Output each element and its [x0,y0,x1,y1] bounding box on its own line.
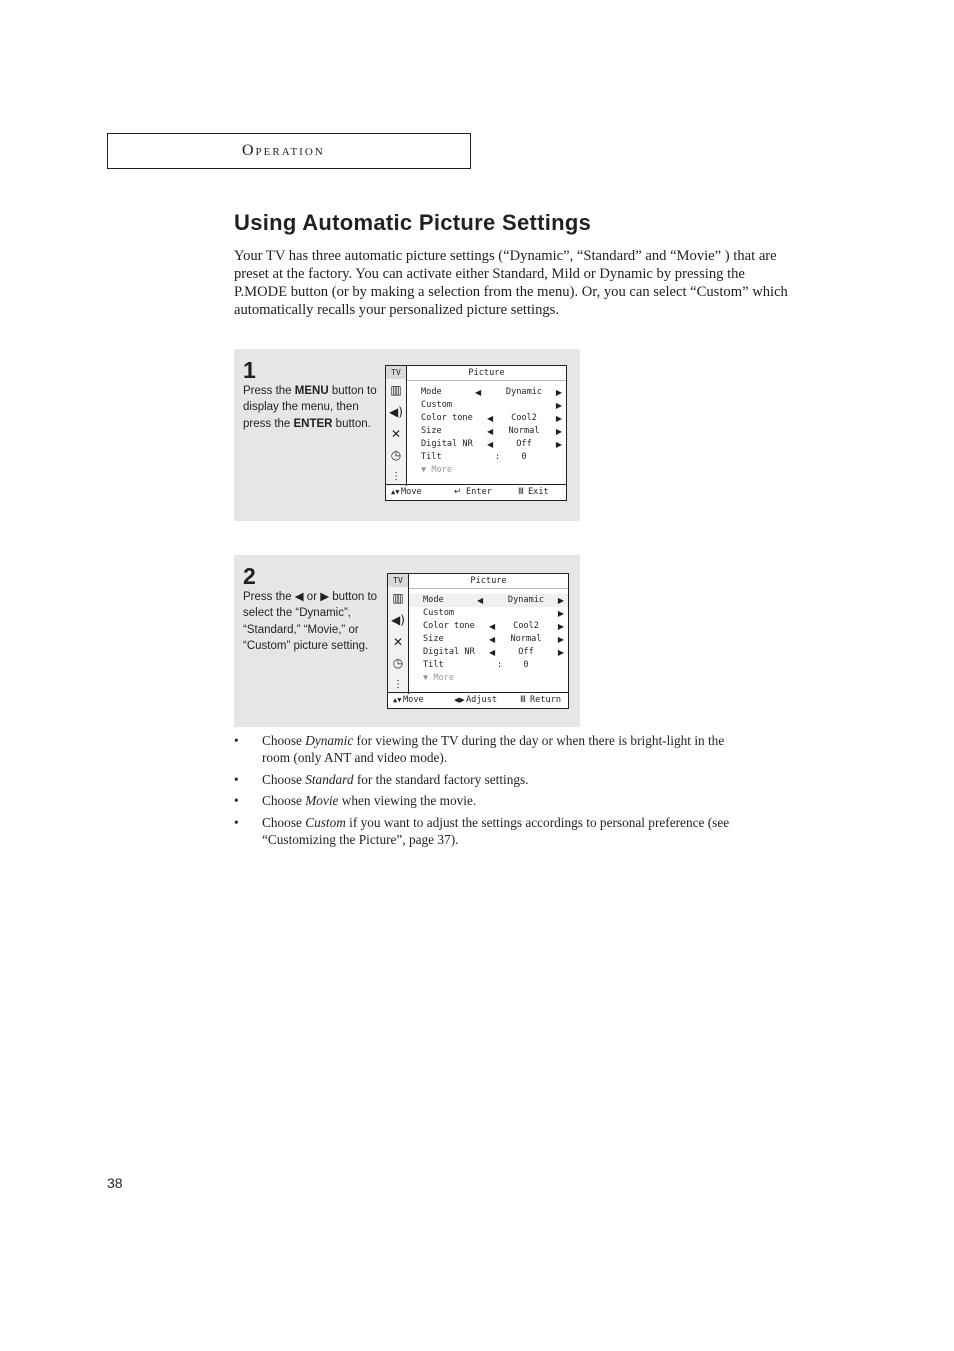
picture-icon: ▥ [392,591,404,605]
osd-row-color-tone[interactable] [409,620,568,633]
right-arrow-icon: ▶ [555,414,562,423]
osd-row-value: Normal [510,634,542,644]
colon-separator: : [497,660,503,670]
osd-row-custom[interactable] [407,399,566,412]
list-item [234,771,734,788]
osd-row-label: Tilt [421,452,442,462]
osd-row-more[interactable] [407,464,566,477]
osd-row-size[interactable] [409,633,568,646]
left-arrow-icon: ◀ [487,440,494,449]
tv-osd-picture-menu [385,365,567,501]
bullet-icon: • [234,814,239,830]
osd-row-mode[interactable] [407,386,566,399]
osd-row-size[interactable] [407,425,566,438]
move-icon [391,485,399,499]
tv-osd-picture-menu [387,573,569,709]
bullet-icon: • [234,793,239,808]
enter-key-label: ENTER [293,417,333,430]
osd-row-value: Cool2 [513,621,539,631]
osd-row-label: Color tone [423,621,475,631]
bullet-text: Choose [262,814,306,830]
right-arrow-icon: ▶ [557,609,564,618]
step-instructions: Press the ◀ or ▶ button to select the “Dynamic”, “Standard,” “Movie,” or “Custom” picture setting. [243,591,378,653]
sliders-icon: ⫶ [396,678,400,692]
left-arrow-icon: ◀ [489,635,496,644]
osd-row-mode[interactable] [409,594,568,607]
osd-row-label: Digital NR [423,647,475,657]
menu-key-label: MENU [294,385,329,397]
bullet-text: when viewing the movie. [338,793,477,808]
section-header-box [107,133,471,169]
speaker-icon: ◀) [389,405,403,419]
mode-options-list [234,732,734,852]
right-arrow-icon: ▶ [555,440,562,449]
right-arrow-icon: ▶ [555,388,562,397]
right-arrow-icon: ▶ [555,401,562,410]
speaker-icon: ◀) [391,613,405,627]
bullet-text: if you want to adjust the settings accordings to personal preference (see “Customizing the Picture”, page 37). [262,814,730,847]
mode-name: Standard [305,771,354,787]
osd-row-label: Mode [421,387,442,397]
move-glyph: ▲▼ [391,488,400,496]
bullet-icon: • [234,733,239,748]
osd-row-value: Off [518,647,534,657]
step-text-part: button to display the menu, then press the [243,385,377,430]
osd-row-label: ▼ More [421,465,453,475]
osd-row-digital-nr[interactable] [409,646,568,659]
clock-icon: ◷ [390,448,402,462]
osd-row-value: Dynamic [505,387,543,397]
osd-row-label: Mode [423,595,444,605]
bullet-text: for the standard factory settings. [353,771,529,787]
osd-tv-label: TV [386,366,406,379]
osd-row-value: Off [516,439,532,449]
step-text-part: Press the [243,385,295,397]
osd-tv-label: TV [388,574,408,587]
osd-row-label: Tilt [423,660,444,670]
list-item [234,732,734,766]
step-1-panel [234,349,580,521]
osd-row-label: ▼ More [423,673,455,683]
step-text-part: button. [332,417,371,430]
right-arrow-icon: ▶ [555,427,562,436]
footer-move-label: Move [403,695,424,705]
list-item [234,792,734,809]
left-arrow-icon: ◀ [477,596,484,605]
section-label: Operation [242,142,325,159]
page-title: Using Automatic Picture Settings [234,210,592,235]
osd-footer [388,692,568,708]
osd-row-label: Digital NR [421,439,473,449]
left-arrow-icon: ◀ [487,414,494,423]
intro-paragraph: Your TV has three automatic picture settings (“Dynamic”, “Standard” and “Movie” ) that are preset at the factory. You can activate either Standard, Mild or Dynamic by pressing the P.MODE button (or by making a selection from the menu). Or, you can select “Custom” which automatically recalls your personalized picture settings. [234,248,788,318]
osd-row-label: Color tone [421,413,473,423]
left-arrow-icon: ◀ [489,622,496,631]
osd-row-value: Cool2 [511,413,537,423]
osd-row-label: Custom [421,400,453,410]
antenna-icon: ✕ [390,427,402,441]
enter-icon: ↵ [454,487,462,497]
osd-row-digital-nr[interactable] [407,438,566,451]
bullet-text: for viewing the TV during the day or when there is bright-light in the room (only ANT and video mode). [262,733,725,765]
menu-icon: Ⅲ [520,695,526,705]
picture-icon: ▥ [390,383,402,397]
move-icon: ▲▼ [393,696,402,704]
left-arrow-icon: ◀ [489,648,496,657]
osd-row-tilt[interactable] [407,451,566,464]
bullet-icon: • [234,771,239,787]
menu-icon: Ⅲ [518,487,524,497]
mode-name: Dynamic [305,733,354,748]
bullet-text: Choose [262,771,306,787]
step-number: 2 [243,563,256,589]
osd-row-tilt[interactable] [409,659,568,672]
step-instructions [243,383,381,432]
right-arrow-icon: ▶ [557,648,564,657]
osd-row-value: Normal [508,426,540,436]
footer-return-label: Return [530,695,562,705]
osd-row-label: Size [423,634,444,644]
osd-row-value: 0 [523,660,529,670]
mode-name: Movie [305,793,339,808]
osd-row-more[interactable] [409,672,568,685]
osd-title: Picture [409,574,568,589]
mode-name: Custom [305,814,346,830]
colon-separator: : [495,452,501,462]
sliders-icon: ⫶ [394,470,398,484]
osd-sidebar [386,366,407,486]
left-arrow-icon: ◀ [487,427,494,436]
osd-row-color-tone[interactable] [407,412,566,425]
osd-row-value: 0 [521,452,527,462]
right-arrow-icon: ▶ [557,622,564,631]
antenna-icon: ✕ [392,635,404,649]
footer-exit-label: Exit [528,487,549,497]
bullet-text: Choose [262,733,306,748]
step-number: 1 [243,357,256,383]
step-2-panel [234,555,580,727]
osd-sidebar [388,574,409,694]
footer-action-label: Adjust [466,695,498,705]
footer-move-label: Move [401,487,422,497]
adjust-icon: ◀▶ [454,696,465,704]
list-item [234,814,734,848]
left-arrow-icon: ◀ [475,388,482,397]
osd-row-value: Dynamic [507,595,545,605]
bullet-text: Choose [262,793,306,808]
osd-footer [386,484,566,500]
page-number: 38 [107,1175,123,1191]
right-arrow-icon: ▶ [557,635,564,644]
osd-row-custom[interactable] [409,607,568,620]
footer-action-label: Enter [466,487,492,497]
clock-icon: ◷ [392,656,404,670]
osd-title: Picture [407,366,566,381]
osd-row-label: Size [421,426,442,436]
right-arrow-icon: ▶ [557,596,564,605]
osd-row-label: Custom [423,608,455,618]
